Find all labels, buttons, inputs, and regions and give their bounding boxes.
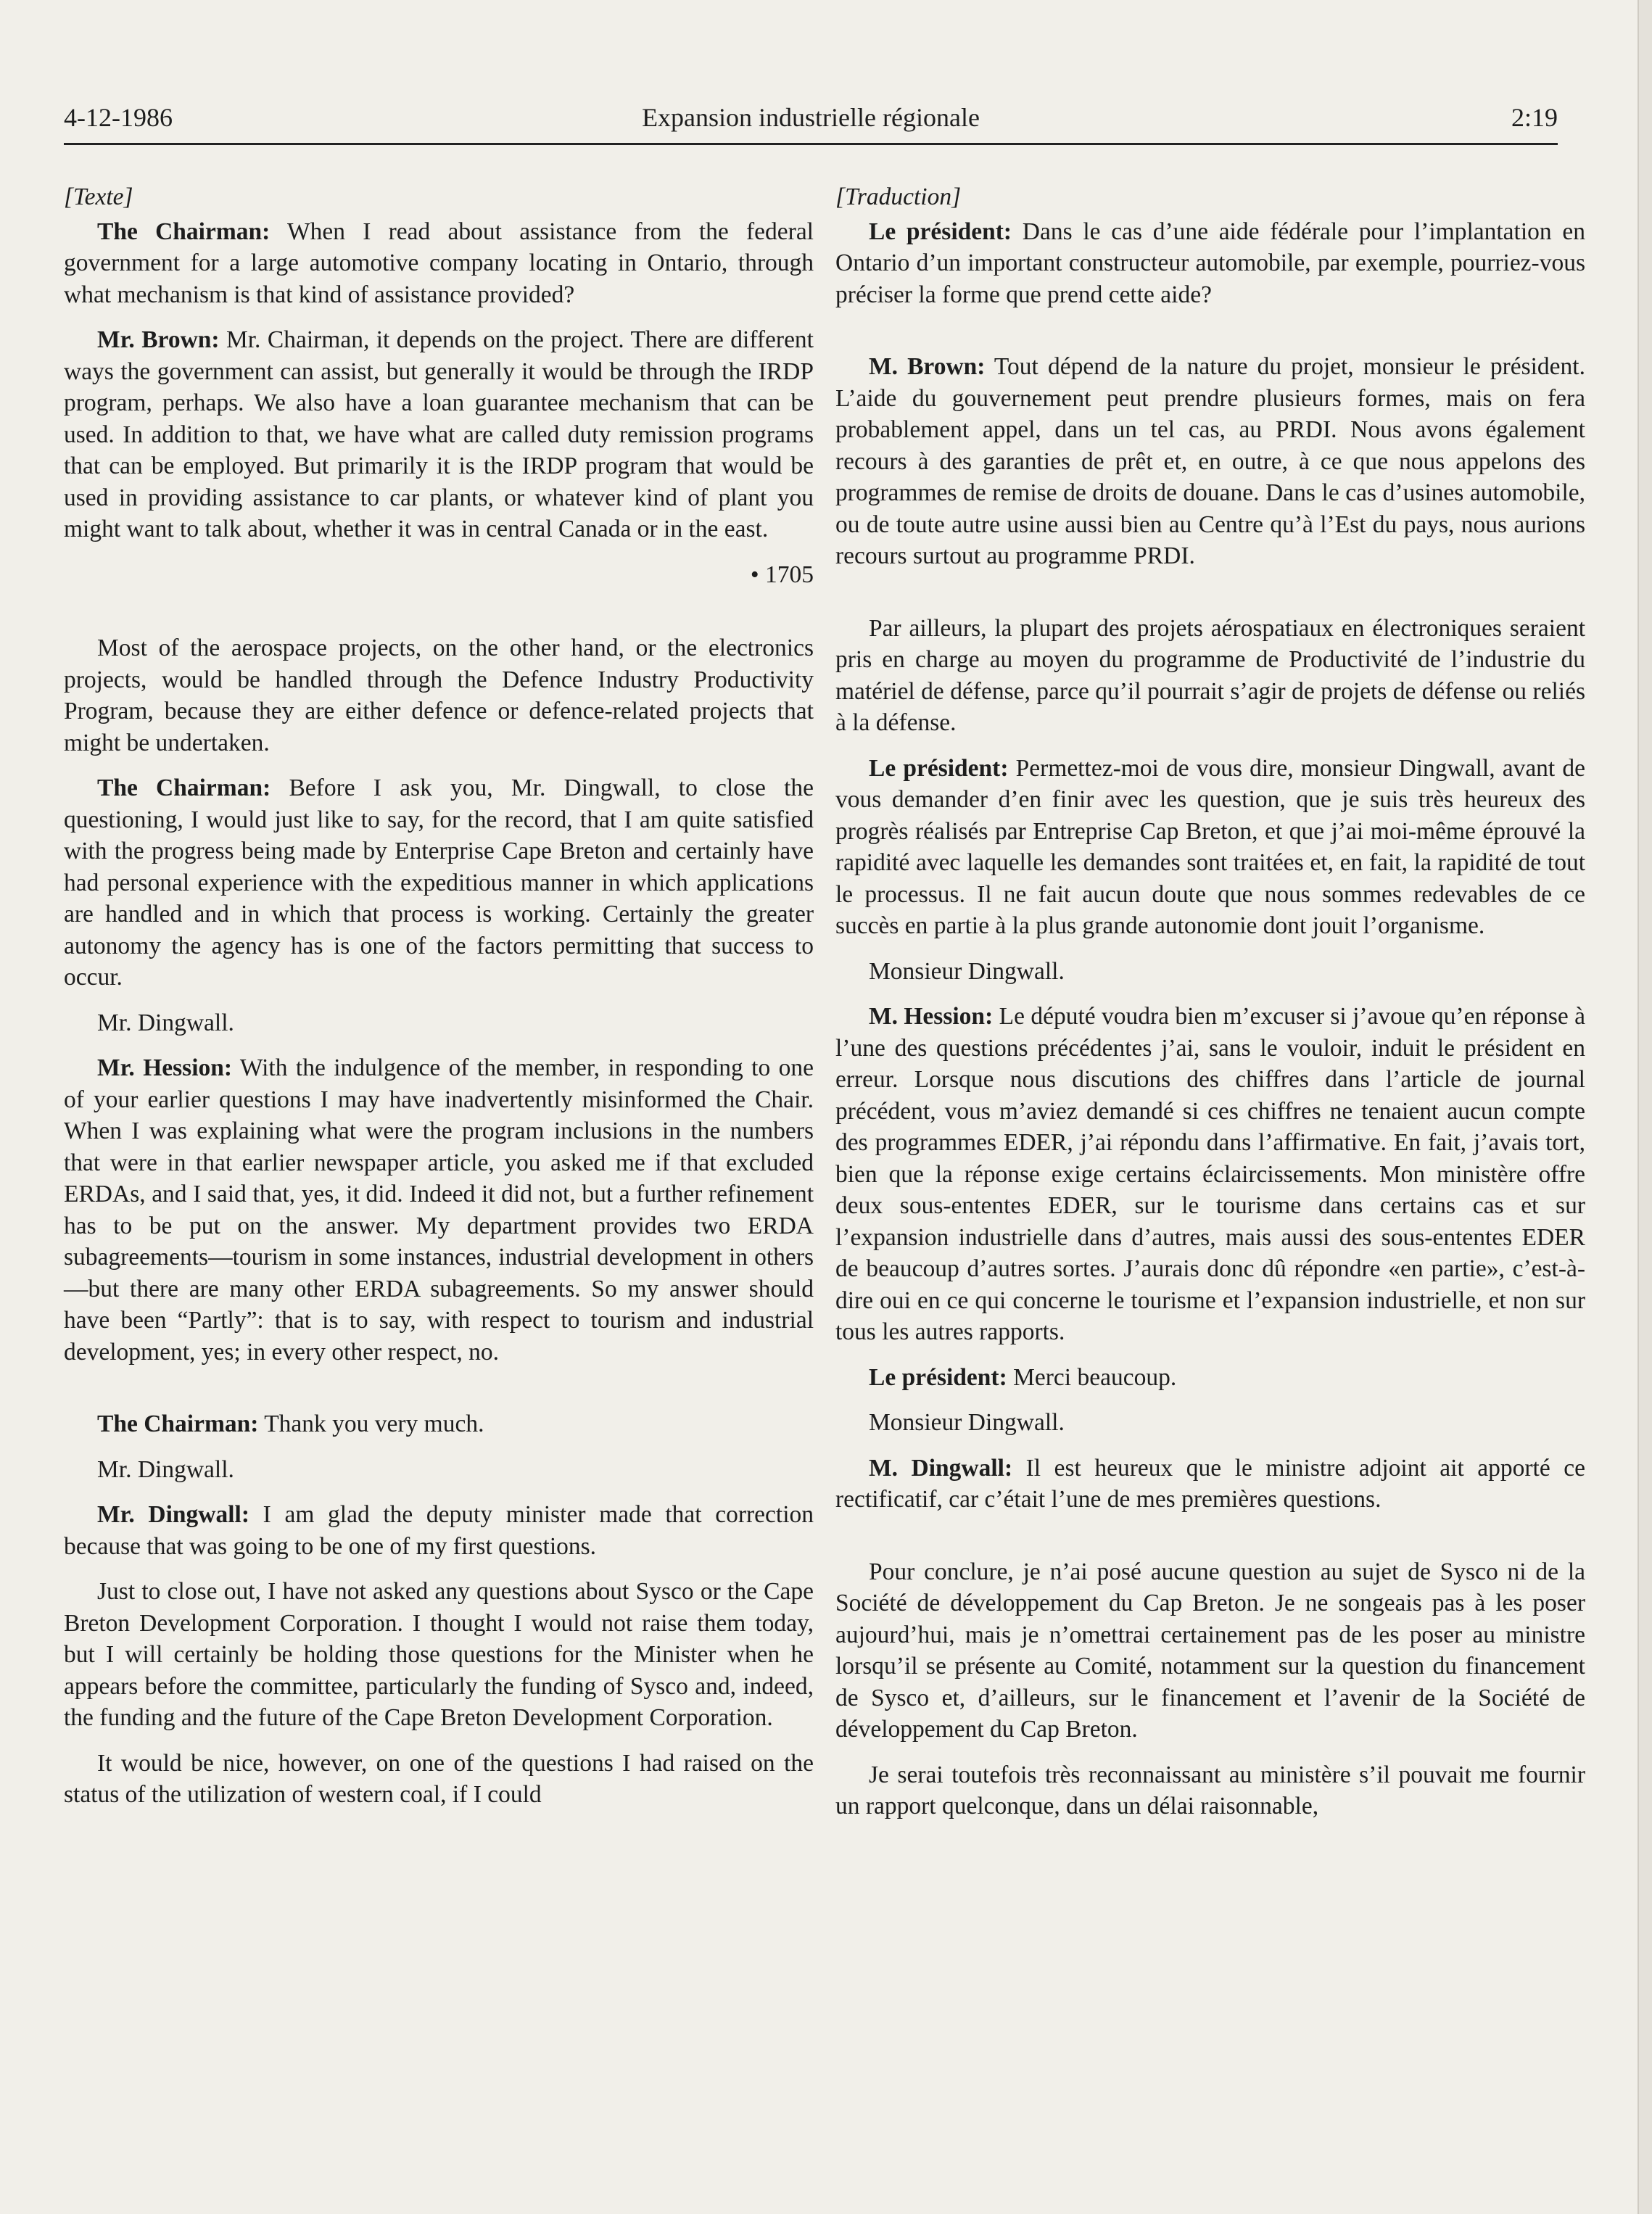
- header-title: Expansion industrielle régionale: [642, 103, 980, 132]
- paragraph: [64, 324, 814, 545]
- time-marker: • 1705: [750, 561, 814, 588]
- paragraph: Mr. Dingwall.: [97, 1455, 234, 1483]
- paragraph: [64, 1408, 814, 1440]
- paragraph: Pour conclure, je n’ai posé aucune question au sujet de Sysco ni de la Société de développement du Cap Breton. Je ne songeais pas à les poser aujourd’hui, mais je n’omettrai certainement pas de les poser au ministre lorsqu’il se présente au Comité, notamment sur la question du financement de Sysco et, d’ailleurs, sur le financement et l’avenir de la Société de développement du Cap Breton.: [835, 1558, 1585, 1743]
- speaker-name: The Chairman:: [97, 775, 271, 801]
- paragraph: Mr. Dingwall.: [97, 1009, 234, 1036]
- speech-text: Il est heureux que le ministre adjoint ait apporté ce rectificatif, car c’était l’une de mes premières questions.: [835, 1454, 1586, 1513]
- page-edge: [1637, 0, 1652, 2214]
- paragraph: Je serai toutefois très reconnaissant au ministère s’il pouvait me fournir un rapport quelconque, dans un délai raisonnable,: [835, 1761, 1585, 1819]
- speech-text: With the indulgence of the member, in responding to one of your earlier questions I may have inadvertently misinformed the Chair. When I was explaining what were the program inclusions in the numbers that were in that earlier newspaper article, you asked me if that excluded ERDAs, and I said that, yes, it did. Indeed it did not, but a further refinement has to be put on the answer. My department provides two ERDA subagreements—tourism in some instances, industrial development in others—but there are many other ERDA subagreements. So my answer should have been “Partly”: that is to say, with respect to tourism and industrial development, yes; in every other respect, no.: [64, 1054, 814, 1366]
- paragraph: [835, 1001, 1585, 1348]
- speech-text: Mr. Chairman, it depends on the project. There are different ways the government can assist, but generally it would be through the IRDP program, perhaps. We also have a loan guarantee mechanism that can be used. In addition to that, we have what are called duty remission programs that can be employed. But primarily it is the IRDP program that would be used in providing assistance to car plants, or whatever kind of plant you might want to talk about, whether it was in central Canada or in the east.: [64, 326, 814, 542]
- speaker-name: The Chairman:: [97, 218, 270, 245]
- speaker-name: M. Hession:: [869, 1003, 994, 1030]
- english-column: [64, 181, 814, 1825]
- speaker-name: Mr. Dingwall:: [97, 1501, 250, 1528]
- paragraph: Most of the aerospace projects, on the other hand, or the electronics projects, would be handled through the Defence Industry Productivity Program, because they are either defence or defence-related projects that might be undertaken.: [64, 635, 814, 756]
- header-page-number: 2:19: [1511, 103, 1558, 132]
- speech-text: Merci beaucoup.: [1007, 1363, 1177, 1391]
- paragraph: [835, 1362, 1585, 1394]
- speech-text: Before I ask you, Mr. Dingwall, to close the questioning, I would just like to say, for the record, that I am quite satisfied with the progress being made by Enterprise Cape Breton and certainly have had personal experience with the expeditious manner in which applications are handled and in which that process is working. Certainly the greater autonomy the agency has is one of the factors permitting that success to occur.: [64, 775, 814, 991]
- speaker-name: Mr. Hession:: [97, 1054, 233, 1081]
- speaker-name: Le président:: [869, 218, 1012, 245]
- speaker-name: M. Brown:: [869, 353, 986, 380]
- speaker-name: M. Dingwall:: [869, 1454, 1013, 1482]
- paragraph: [835, 1453, 1585, 1516]
- paragraph: [835, 351, 1585, 572]
- speech-text: Permettez-moi de vous dire, monsieur Dingwall, avant de vous demander d’en finir avec les question, que je suis très heureux des progrès réalisés par Entreprise Cap Breton, et que j’ai moi-même éprouvé la rapidité avec laquelle les demandes sont traitées et, en fait, la rapidité de tout le processus. Il ne fait aucun doute que nous sommes redevables de ce succès en partie à la plus grande autonomie dont jouit l’organisme.: [835, 754, 1585, 939]
- paragraph: Monsieur Dingwall.: [869, 957, 1065, 985]
- french-column: [835, 181, 1585, 1836]
- paragraph: [835, 753, 1585, 942]
- paragraph: [835, 216, 1585, 311]
- speech-text: Le député voudra bien m’excuser si j’avoue qu’en réponse à l’une des questions précédentes j’ai, sans le vouloir, induit le président en erreur. Lorsque nous discutions des chiffres dans l’article de journal précédent, vous m’aviez demandé si ces chiffres ne tenaient aucun compte des programmes EDER, j’ai répondu dans l’affirmative. En fait, j’avais tort, bien que la réponse exige certains éclaircissements. Mon ministère offre deux sous-ententes EDER, sur le tourisme dans certains cas et sur l’expansion industrielle dans d’autres, mais aussi des sous-ententes EDER de beaucoup d’autres sortes. J’aurais donc dû répondre «en partie», c’est-à-dire oui en ce qui concerne le tourisme et l’expansion industrielle, et non sur tous les autres rapports.: [835, 1003, 1586, 1345]
- speech-text: Thank you very much.: [258, 1410, 484, 1437]
- header-rule: [64, 143, 1558, 145]
- speech-text: Dans le cas d’une aide fédérale pour l’implantation en Ontario d’un important constructeur automobile, par exemple, pourriez-vous préciser la forme que prend cette aide?: [835, 218, 1585, 308]
- speech-text: I am glad the deputy minister made that correction because that was going to be one of my first questions.: [64, 1501, 814, 1560]
- speech-text: When I read about assistance from the federal government for a large automotive company locating in Ontario, through what mechanism is that kind of assistance provided?: [64, 218, 814, 308]
- column-label: [Traduction]: [835, 183, 962, 210]
- paragraph: [64, 1052, 814, 1368]
- header-date: 4-12-1986: [64, 103, 173, 132]
- paragraph: It would be nice, however, on one of the questions I had raised on the status of the utilization of western coal, if I could: [64, 1749, 814, 1808]
- column-label: [Texte]: [64, 183, 133, 210]
- paragraph: Par ailleurs, la plupart des projets aérospatiaux en électroniques seraient pris en charge au moyen du programme de Productivité de l’industrie du matériel de défense, parce qu’il pourrait s’agir de projets de défense ou reliés à la défense.: [835, 614, 1585, 736]
- paragraph: Monsieur Dingwall.: [869, 1409, 1065, 1436]
- running-header: [64, 102, 1558, 148]
- paragraph: Just to close out, I have not asked any questions about Sysco or the Cape Breton Development Corporation. I thought I would not raise them today, but I will certainly be holding those questions for the Minister when he appears before the committee, particularly the funding of Sysco and, indeed, the funding and the future of the Cape Breton Development Corporation.: [64, 1578, 814, 1731]
- paragraph: [64, 1499, 814, 1562]
- speaker-name: The Chairman:: [97, 1410, 259, 1437]
- paragraph: [64, 216, 814, 311]
- paragraph: [64, 772, 814, 994]
- speaker-name: Le président:: [869, 1363, 1007, 1391]
- speech-text: Tout dépend de la nature du projet, monsieur le président. L’aide du gouvernement peut prendre plusieurs formes, mais on fera probablement appel, dans un tel cas, au PRDI. Nous avons également recours à des garanties de prêt et, en outre, à ce que nous appelons des programmes de remise de droits de douane. Dans le cas d’usines automobile, ou de toute autre usine aussi bien au Centre qu’à l’Est du pays, nous aurions recours surtout au programme PRDI.: [835, 353, 1585, 569]
- speaker-name: Le président:: [869, 754, 1009, 782]
- speaker-name: Mr. Brown:: [97, 326, 220, 353]
